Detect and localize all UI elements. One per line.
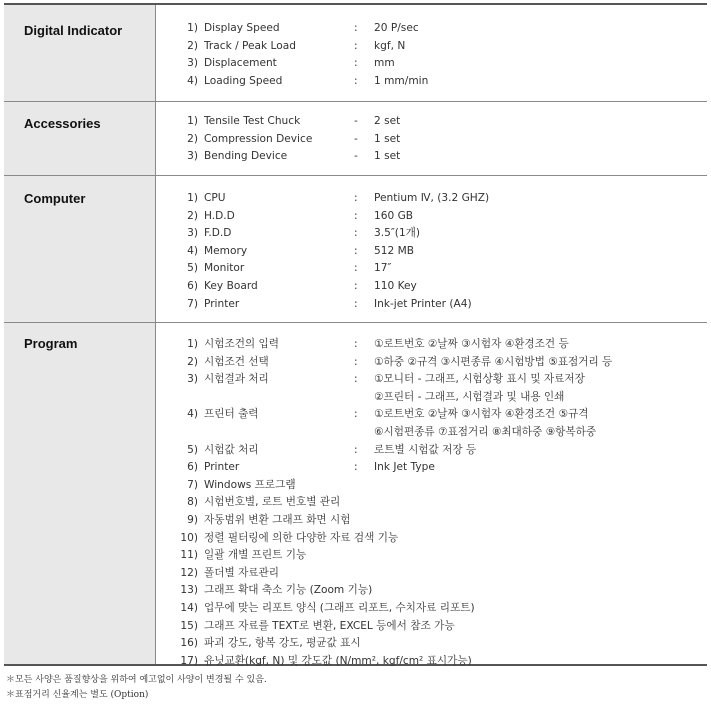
- section-title: Computer: [4, 176, 156, 322]
- feature-item: [172, 494, 707, 512]
- spec-row-continuation: [172, 389, 707, 407]
- spec-value: 512 MB: [374, 244, 414, 257]
- item-number: 3): [187, 227, 198, 240]
- feature-text: 정렬 필터링에 의한 다양한 자료 검색 기능: [204, 531, 399, 544]
- spec-row: [172, 55, 707, 73]
- section-body: [156, 176, 707, 322]
- feature-item: [172, 600, 707, 618]
- separator: :: [354, 74, 358, 87]
- item-number: [172, 389, 198, 407]
- separator: -: [354, 150, 358, 163]
- item-number: 6): [187, 461, 198, 474]
- item-number: 5): [187, 443, 198, 456]
- feature-text: 파괴 강도, 항복 강도, 평균값 표시: [204, 637, 361, 650]
- spec-label: Key Board: [204, 279, 258, 292]
- separator: :: [354, 192, 358, 204]
- item-number: 3): [187, 373, 198, 386]
- spec-value: 1 set: [374, 132, 401, 145]
- section-title: Accessories: [4, 102, 156, 175]
- separator: :: [354, 57, 358, 70]
- separator: :: [354, 22, 358, 34]
- separator: :: [354, 209, 358, 222]
- item-number: 2): [187, 39, 198, 52]
- spec-value: Pentium Ⅳ, (3.2 GHZ): [374, 192, 490, 204]
- feature-item: [172, 565, 707, 583]
- item-number: 1): [187, 115, 198, 127]
- spec-table: [4, 3, 707, 666]
- item-number: 6): [187, 279, 198, 292]
- spec-label: Tensile Test Chuck: [204, 115, 301, 127]
- section-accessories: [4, 102, 707, 176]
- section-program: [4, 323, 707, 666]
- item-number: 16): [180, 637, 198, 650]
- separator: :: [354, 338, 358, 350]
- item-number: 2): [187, 132, 198, 145]
- spec-row: [172, 73, 707, 91]
- spec-label: Track / Peak Load: [204, 39, 296, 52]
- spec-row: [172, 406, 707, 424]
- spec-value: ②프린터 - 그래프, 시험결과 및 내용 인쇄: [374, 390, 565, 403]
- feature-text: 유닛교환(kgf, N) 및 강도값 (N/mm², kgf/cm² 표시가능): [204, 654, 472, 667]
- item-number: 13): [180, 584, 198, 597]
- section-digital-indicator: [4, 3, 707, 102]
- feature-text: Windows 프로그램: [204, 478, 296, 491]
- spec-label: 시험조건 선택: [204, 355, 269, 368]
- feature-text: 그래프 자료를 TEXT로 변환, EXCEL 등에서 참조 가능: [204, 619, 455, 632]
- spec-label: Loading Speed: [204, 74, 283, 87]
- feature-text: 업무에 맞는 리포트 양식 (그래프 리포트, 수치자료 리포트): [204, 601, 475, 614]
- spec-row: [172, 296, 707, 314]
- spec-label: 프린터 출력: [204, 408, 259, 421]
- item-number: 2): [187, 209, 198, 222]
- spec-label: CPU: [204, 192, 226, 204]
- feature-text: 일괄 개별 프린트 기능: [204, 549, 307, 562]
- spec-value: 110 Key: [374, 279, 417, 292]
- item-number: 2): [187, 355, 198, 368]
- spec-label: Printer: [204, 297, 240, 310]
- section-body: [156, 5, 707, 101]
- spec-value: 로트별 시험값 저장 등: [374, 443, 477, 456]
- item-number: 7): [187, 478, 198, 491]
- separator: :: [354, 244, 358, 257]
- feature-item: [172, 582, 707, 600]
- separator: -: [354, 115, 358, 127]
- spec-row: [172, 278, 707, 296]
- spec-row: [172, 371, 707, 389]
- spec-row: [172, 243, 707, 261]
- feature-item: [172, 618, 707, 636]
- spec-row: [172, 442, 707, 460]
- spec-row: [172, 225, 707, 243]
- item-number: 4): [187, 74, 198, 87]
- spec-label: F.D.D: [204, 227, 232, 240]
- spec-value: 1 set: [374, 150, 401, 163]
- item-number: 12): [180, 566, 198, 579]
- section-title: Program: [4, 323, 156, 664]
- spec-row: [172, 336, 707, 354]
- spec-value: ①하중 ②규격 ③시편종류 ④시험방법 ⑤표점거리 등: [374, 355, 613, 368]
- feature-item: [172, 530, 707, 548]
- separator: [354, 389, 374, 407]
- item-number: 1): [187, 22, 198, 34]
- section-computer: [4, 176, 707, 323]
- item-number: [172, 424, 198, 442]
- separator: :: [354, 279, 358, 292]
- spec-label: Display Speed: [204, 22, 280, 34]
- item-number: 15): [180, 619, 198, 632]
- feature-text: 시험번호별, 로트 번호별 관리: [204, 496, 341, 509]
- item-number: 8): [187, 496, 198, 509]
- spec-value: 20 P/sec: [374, 22, 419, 34]
- spec-row: [172, 260, 707, 278]
- spec-value: ⑥시험편종류 ⑦표점거리 ⑧최대하중 ⑨항복하중: [374, 425, 597, 438]
- footnote: ＊표점거리 신율계는 별도 (Option): [6, 689, 149, 700]
- spec-label: Memory: [204, 244, 248, 257]
- item-number: 1): [187, 192, 198, 204]
- spec-value: 160 GB: [374, 209, 414, 222]
- item-number: 5): [187, 262, 198, 275]
- separator: :: [354, 262, 358, 275]
- spec-value: Ink-jet Printer (A4): [374, 297, 472, 310]
- spec-label: [198, 424, 354, 442]
- feature-item: [172, 635, 707, 653]
- spec-value: kgf, N: [374, 39, 406, 52]
- spec-value: 2 set: [374, 115, 401, 127]
- spec-value: Ink Jet Type: [374, 461, 435, 474]
- separator: :: [354, 297, 358, 310]
- separator: -: [354, 132, 358, 145]
- feature-item: [172, 477, 707, 495]
- footnotes: [6, 673, 267, 702]
- section-body: [156, 323, 707, 667]
- separator: [354, 424, 374, 442]
- feature-item: [172, 653, 707, 671]
- separator: :: [354, 408, 358, 421]
- spec-label: 시험조건의 입력: [204, 338, 280, 350]
- item-number: 4): [187, 408, 198, 421]
- spec-row-continuation: [172, 424, 707, 442]
- item-number: 14): [180, 601, 198, 614]
- spec-label: H.D.D: [204, 209, 235, 222]
- feature-item: [172, 547, 707, 565]
- spec-row: [172, 38, 707, 56]
- section-body: [156, 102, 707, 175]
- separator: :: [354, 227, 358, 240]
- spec-label: Compression Device: [204, 132, 313, 145]
- spec-value: 3.5″(1개): [374, 227, 421, 240]
- item-number: 3): [187, 150, 198, 163]
- item-number: 3): [187, 57, 198, 70]
- separator: :: [354, 39, 358, 52]
- spec-row: [172, 459, 707, 477]
- feature-text: 폴더별 자료관리: [204, 566, 280, 579]
- item-number: 11): [180, 549, 198, 562]
- spec-row: [172, 131, 707, 149]
- item-number: 10): [180, 531, 198, 544]
- spec-label: 시험결과 처리: [204, 373, 269, 386]
- spec-label: Displacement: [204, 57, 277, 70]
- feature-item: [172, 512, 707, 530]
- separator: :: [354, 443, 358, 456]
- spec-label: 시험값 처리: [204, 443, 259, 456]
- spec-value: ①로트번호 ②날짜 ③시험자 ④환경조건 등: [374, 338, 569, 350]
- spec-label: Bending Device: [204, 150, 288, 163]
- spec-value: ①모니터 - 그래프, 시험상황 표시 및 자료저장: [374, 373, 585, 386]
- footnote: ＊모든 사양은 품질향상을 위하여 예고없이 사양이 변경될 수 있음.: [6, 675, 267, 685]
- spec-value: ①로트번호 ②날짜 ③시험자 ④환경조건 ⑤규격: [374, 408, 589, 421]
- item-number: 17): [180, 654, 198, 667]
- item-number: 7): [187, 297, 198, 310]
- spec-label: [198, 389, 354, 407]
- separator: :: [354, 461, 358, 474]
- spec-label: Printer: [204, 461, 240, 474]
- item-number: 9): [187, 513, 198, 526]
- spec-row: [172, 20, 707, 38]
- spec-row: [172, 190, 707, 208]
- feature-text: 그래프 확대 축소 기능 (Zoom 기능): [204, 584, 373, 597]
- section-title: Digital Indicator: [4, 5, 156, 101]
- spec-row: [172, 208, 707, 226]
- spec-label: Monitor: [204, 262, 245, 275]
- spec-value: 1 mm/min: [374, 74, 429, 87]
- item-number: 4): [187, 244, 198, 257]
- feature-text: 자동범위 변환 그래프 화면 시험: [204, 513, 351, 526]
- spec-row: [172, 148, 707, 166]
- spec-row: [172, 113, 707, 131]
- separator: :: [354, 373, 358, 386]
- spec-row: [172, 354, 707, 372]
- spec-value: mm: [374, 57, 395, 70]
- separator: :: [354, 355, 358, 368]
- item-number: 1): [187, 338, 198, 350]
- spec-value: 17″: [374, 262, 392, 275]
